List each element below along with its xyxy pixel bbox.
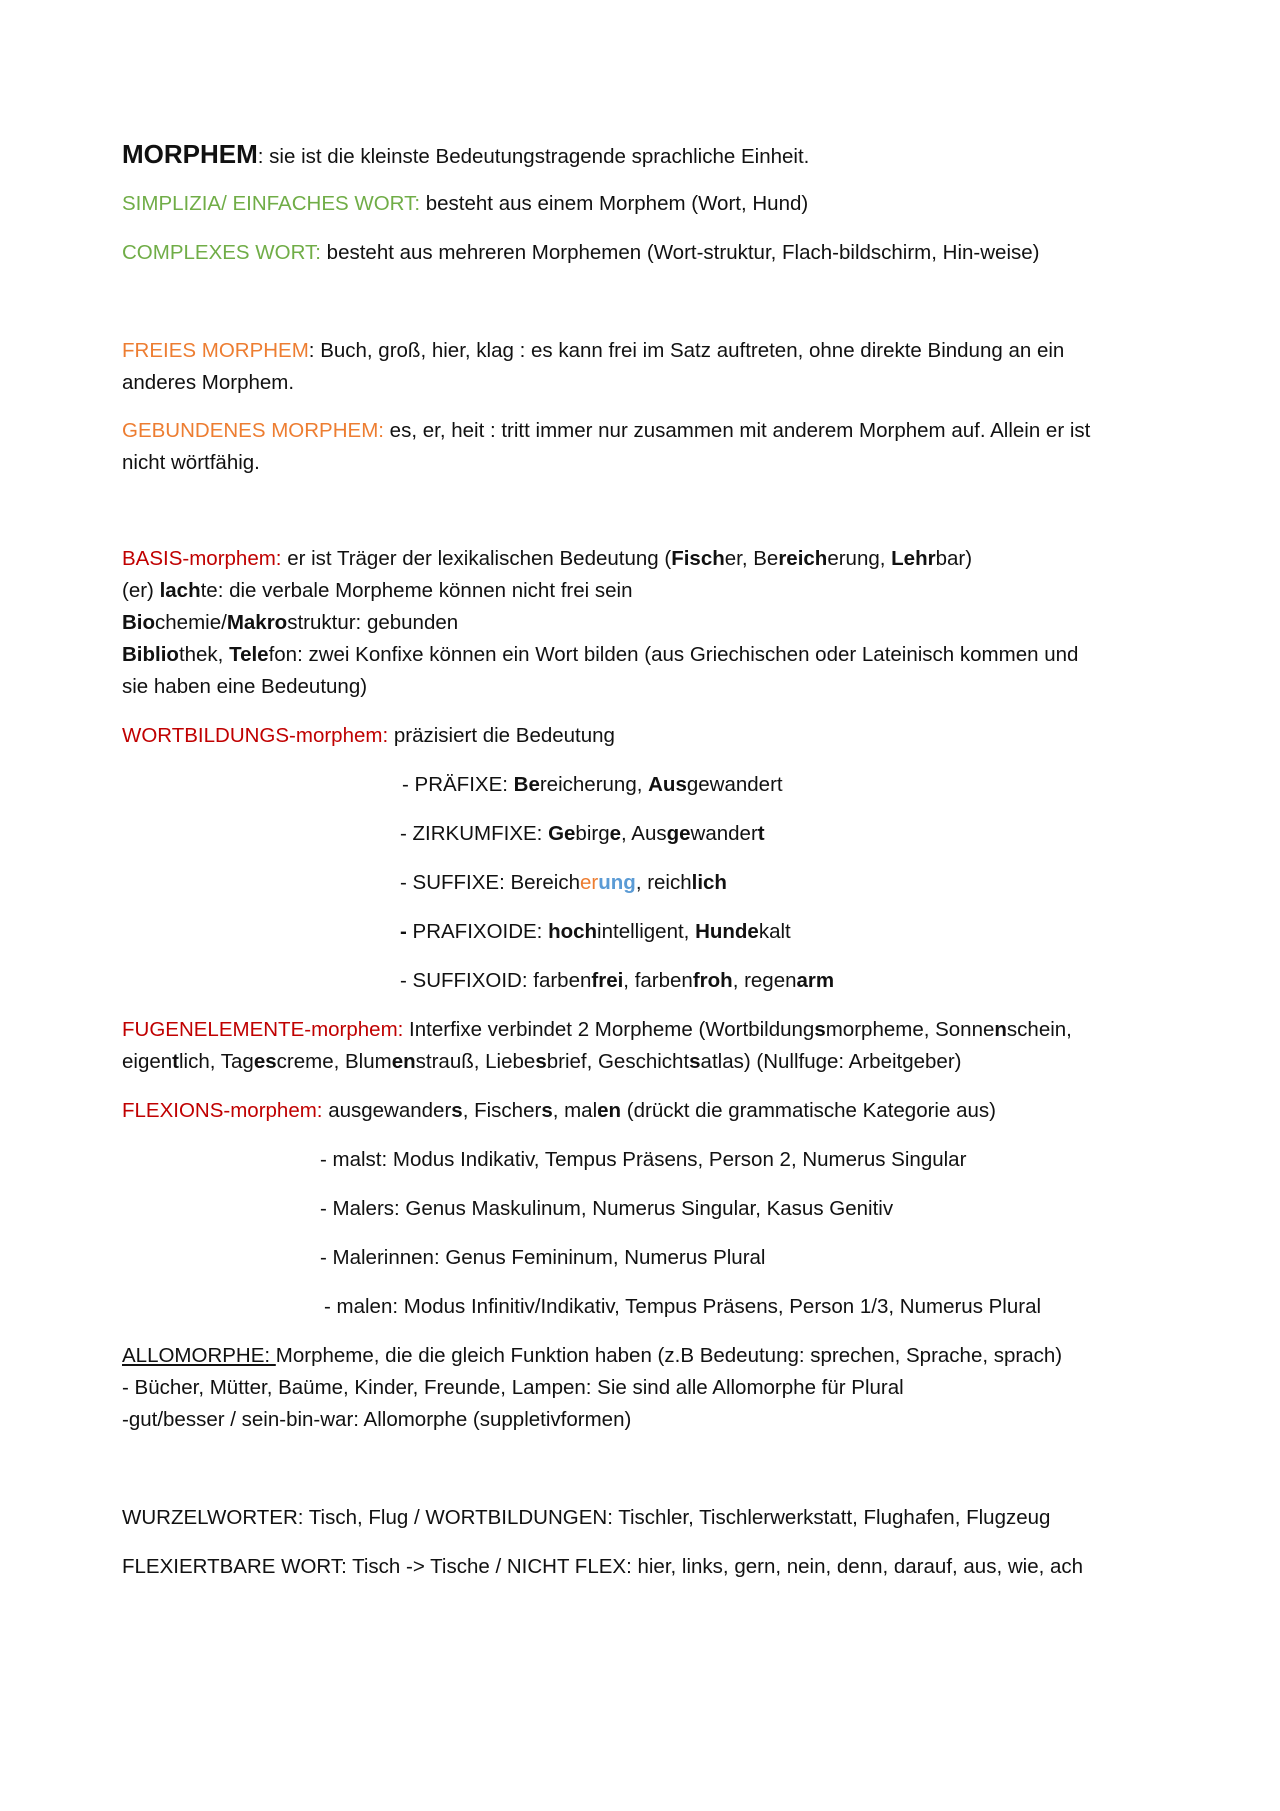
text-span: Fisch <box>671 547 725 570</box>
text-span: , farben <box>623 969 693 992</box>
text-span: t <box>172 1050 179 1073</box>
text-span: s <box>814 1018 826 1041</box>
text-line <box>122 335 1162 367</box>
text-span: struktur: gebunden <box>287 611 459 634</box>
text-span: - PRÄFIXE: <box>402 773 514 796</box>
text-line <box>122 1014 1162 1046</box>
text-span: birg <box>575 822 610 845</box>
text-span: - Malerinnen: Genus Femininum, Numerus Plural <box>320 1246 766 1269</box>
text-span: Aus <box>648 773 687 796</box>
text-span: en <box>597 1099 622 1122</box>
text-span: präzisiert die Bedeutung <box>388 724 615 747</box>
text-span: er <box>580 871 599 894</box>
text-span: FREIES MORPHEM <box>122 339 309 362</box>
text-span: ge <box>666 822 691 845</box>
text-span: Biblio <box>122 643 179 666</box>
text-span: MORPHEM <box>122 139 258 169</box>
text-span: : Buch, groß, hier, klag : es kann frei im Satz auftreten, ohne direkte Bindung an ein <box>308 339 1065 362</box>
text-span: Interfixe verbindet 2 Morpheme (Wortbildung <box>403 1018 815 1041</box>
text-line <box>122 237 1162 269</box>
text-span: arm <box>796 969 835 992</box>
text-line <box>122 1095 1162 1127</box>
text-span: atlas) (Nullfuge: Arbeitgeber) <box>700 1050 962 1073</box>
text-line <box>122 1502 1162 1534</box>
text-span: morpheme, Sonne <box>825 1018 995 1041</box>
text-line <box>320 1242 1280 1274</box>
text-span: sie haben eine Bedeutung) <box>122 675 368 698</box>
text-span: intelligent, <box>597 920 696 943</box>
text-span: er, Be <box>724 547 779 570</box>
text-span: es <box>253 1050 277 1073</box>
text-span: erung, <box>827 547 892 570</box>
text-span: en <box>391 1050 416 1073</box>
text-line <box>122 188 1162 220</box>
text-span: es, er, heit : tritt immer nur zusammen mit anderem Morphem auf. Allein er ist <box>383 419 1091 442</box>
text-span: ausgewander <box>322 1099 452 1122</box>
text-span: Ge <box>548 822 576 845</box>
text-span: BASIS-morphem: <box>122 547 282 570</box>
text-span: gewandert <box>686 773 783 796</box>
text-line <box>122 1551 1162 1583</box>
text-span: - <box>400 920 407 943</box>
text-span: s <box>541 1099 553 1122</box>
text-span: nicht wörtfähig. <box>122 451 260 474</box>
text-span: - Malers: Genus Maskulinum, Numerus Singular, Kasus Genitiv <box>320 1197 894 1220</box>
text-span: wander <box>690 822 758 845</box>
text-span: eigen <box>122 1050 173 1073</box>
text-span: GEBUNDENES MORPHEM: <box>122 419 384 442</box>
text-line <box>122 1372 1162 1404</box>
text-span: - Bücher, Mütter, Baüme, Kinder, Freunde, Lampen: Sie sind alle Allomorphe für Plural <box>122 1376 904 1399</box>
text-line <box>122 367 1162 399</box>
text-span: - malst: Modus Indikativ, Tempus Präsens, Person 2, Numerus Singular <box>320 1148 967 1171</box>
text-span: t <box>757 822 765 845</box>
text-span: creme, Blum <box>276 1050 392 1073</box>
text-line <box>122 1404 1162 1436</box>
text-span: lach <box>159 579 201 602</box>
text-span: Lehr <box>891 547 936 570</box>
text-line <box>320 1193 1280 1225</box>
text-span: fon: zwei Konfixe können ein Wort bilden (aus Griechischen oder Lateinisch kommen und <box>268 643 1079 666</box>
text-span: lich <box>691 871 727 894</box>
text-line <box>400 965 1280 997</box>
text-span: : sie ist die kleinste Bedeutungstragende sprachliche Einheit. <box>257 145 810 168</box>
text-span: Tele <box>229 643 269 666</box>
text-span: - SUFFIXE: Bereich <box>400 871 580 894</box>
text-span: strauß, Liebe <box>415 1050 536 1073</box>
text-span: schein, <box>1006 1018 1072 1041</box>
text-line <box>400 916 1280 948</box>
text-span: , Aus <box>621 822 667 845</box>
text-span: s <box>535 1050 547 1073</box>
text-span: - SUFFIXOID: farben <box>400 969 592 992</box>
text-line <box>122 138 1162 173</box>
text-span: anderes Morphem. <box>122 371 295 394</box>
text-span: te: die verbale Morpheme können nicht frei sein <box>200 579 633 602</box>
text-line <box>122 447 1162 479</box>
text-line <box>122 639 1162 671</box>
text-line <box>122 671 1162 703</box>
text-span: chemie/ <box>155 611 227 634</box>
text-span: Be <box>513 773 540 796</box>
text-span: hoch <box>548 920 598 943</box>
text-span: besteht aus mehreren Morphemen (Wort-struktur, Flach-bildschirm, Hin-weise) <box>320 241 1040 264</box>
text-line <box>122 720 1162 752</box>
text-line <box>324 1291 1280 1323</box>
text-span: s <box>689 1050 701 1073</box>
text-span: Hunde <box>695 920 759 943</box>
text-span: - ZIRKUMFIXE: <box>400 822 549 845</box>
text-span: lich, Tag <box>179 1050 254 1073</box>
text-span: FLEXIONS-morphem: <box>122 1099 323 1122</box>
text-line <box>122 575 1162 607</box>
text-span: FLEXIERTBARE WORT: Tisch -> Tische / NICHT FLEX: hier, links, gern, nein, denn, darauf, aus, wie, ach <box>122 1555 1084 1578</box>
text-line <box>122 415 1162 447</box>
text-span: ALLOMORPHE: <box>122 1344 276 1367</box>
text-span: SIMPLIZIA/ EINFACHES WORT: <box>122 192 421 215</box>
text-span: ung <box>598 871 636 894</box>
text-span: , mal <box>552 1099 598 1122</box>
text-span: er ist Träger der lexikalischen Bedeutung ( <box>281 547 672 570</box>
text-span: Morpheme, die die gleich Funktion haben (z.B Bedeutung: sprechen, Sprache, sprach) <box>275 1344 1063 1367</box>
text-line <box>122 543 1162 575</box>
text-span: PRAFIXOIDE: <box>406 920 549 943</box>
text-line <box>320 1144 1280 1176</box>
text-span: - malen: Modus Infinitiv/Indikativ, Tempus Präsens, Person 1/3, Numerus Plural <box>324 1295 1042 1318</box>
text-span: e <box>609 822 622 845</box>
text-span: , reich <box>635 871 692 894</box>
text-span: Bio <box>122 611 156 634</box>
text-span: Makro <box>226 611 288 634</box>
text-span: thek, <box>178 643 230 666</box>
text-span: WORTBILDUNGS-morphem: <box>122 724 389 747</box>
text-line <box>122 607 1162 639</box>
text-span: kalt <box>758 920 791 943</box>
text-span: s <box>451 1099 463 1122</box>
text-span: -gut/besser / sein-bin-war: Allomorphe (suppletivformen) <box>122 1408 632 1431</box>
text-span: WURZELWORTER: Tisch, Flug / WORTBILDUNGEN: Tischler, Tischlerwerkstatt, Flughafen, Flugzeug <box>122 1506 1051 1529</box>
text-line <box>402 769 1280 801</box>
text-span: froh <box>692 969 733 992</box>
text-span: reicherung, <box>539 773 649 796</box>
text-span: brief, Geschicht <box>546 1050 690 1073</box>
text-span: FUGENELEMENTE-morphem: <box>122 1018 404 1041</box>
text-span: frei <box>591 969 624 992</box>
text-span: (drückt die grammatische Kategorie aus) <box>621 1099 996 1122</box>
text-span: bar) <box>935 547 973 570</box>
text-span: reich <box>778 547 828 570</box>
text-line <box>400 818 1280 850</box>
text-line <box>122 1340 1162 1372</box>
text-span: , regen <box>732 969 797 992</box>
text-line <box>400 867 1280 899</box>
text-span: , Fischer <box>462 1099 542 1122</box>
text-span: besteht aus einem Morphem (Wort, Hund) <box>420 192 809 215</box>
text-span: (er) <box>122 579 160 602</box>
text-span: COMPLEXES WORT: <box>122 241 321 264</box>
text-span: n <box>994 1018 1007 1041</box>
text-line <box>122 1046 1162 1078</box>
